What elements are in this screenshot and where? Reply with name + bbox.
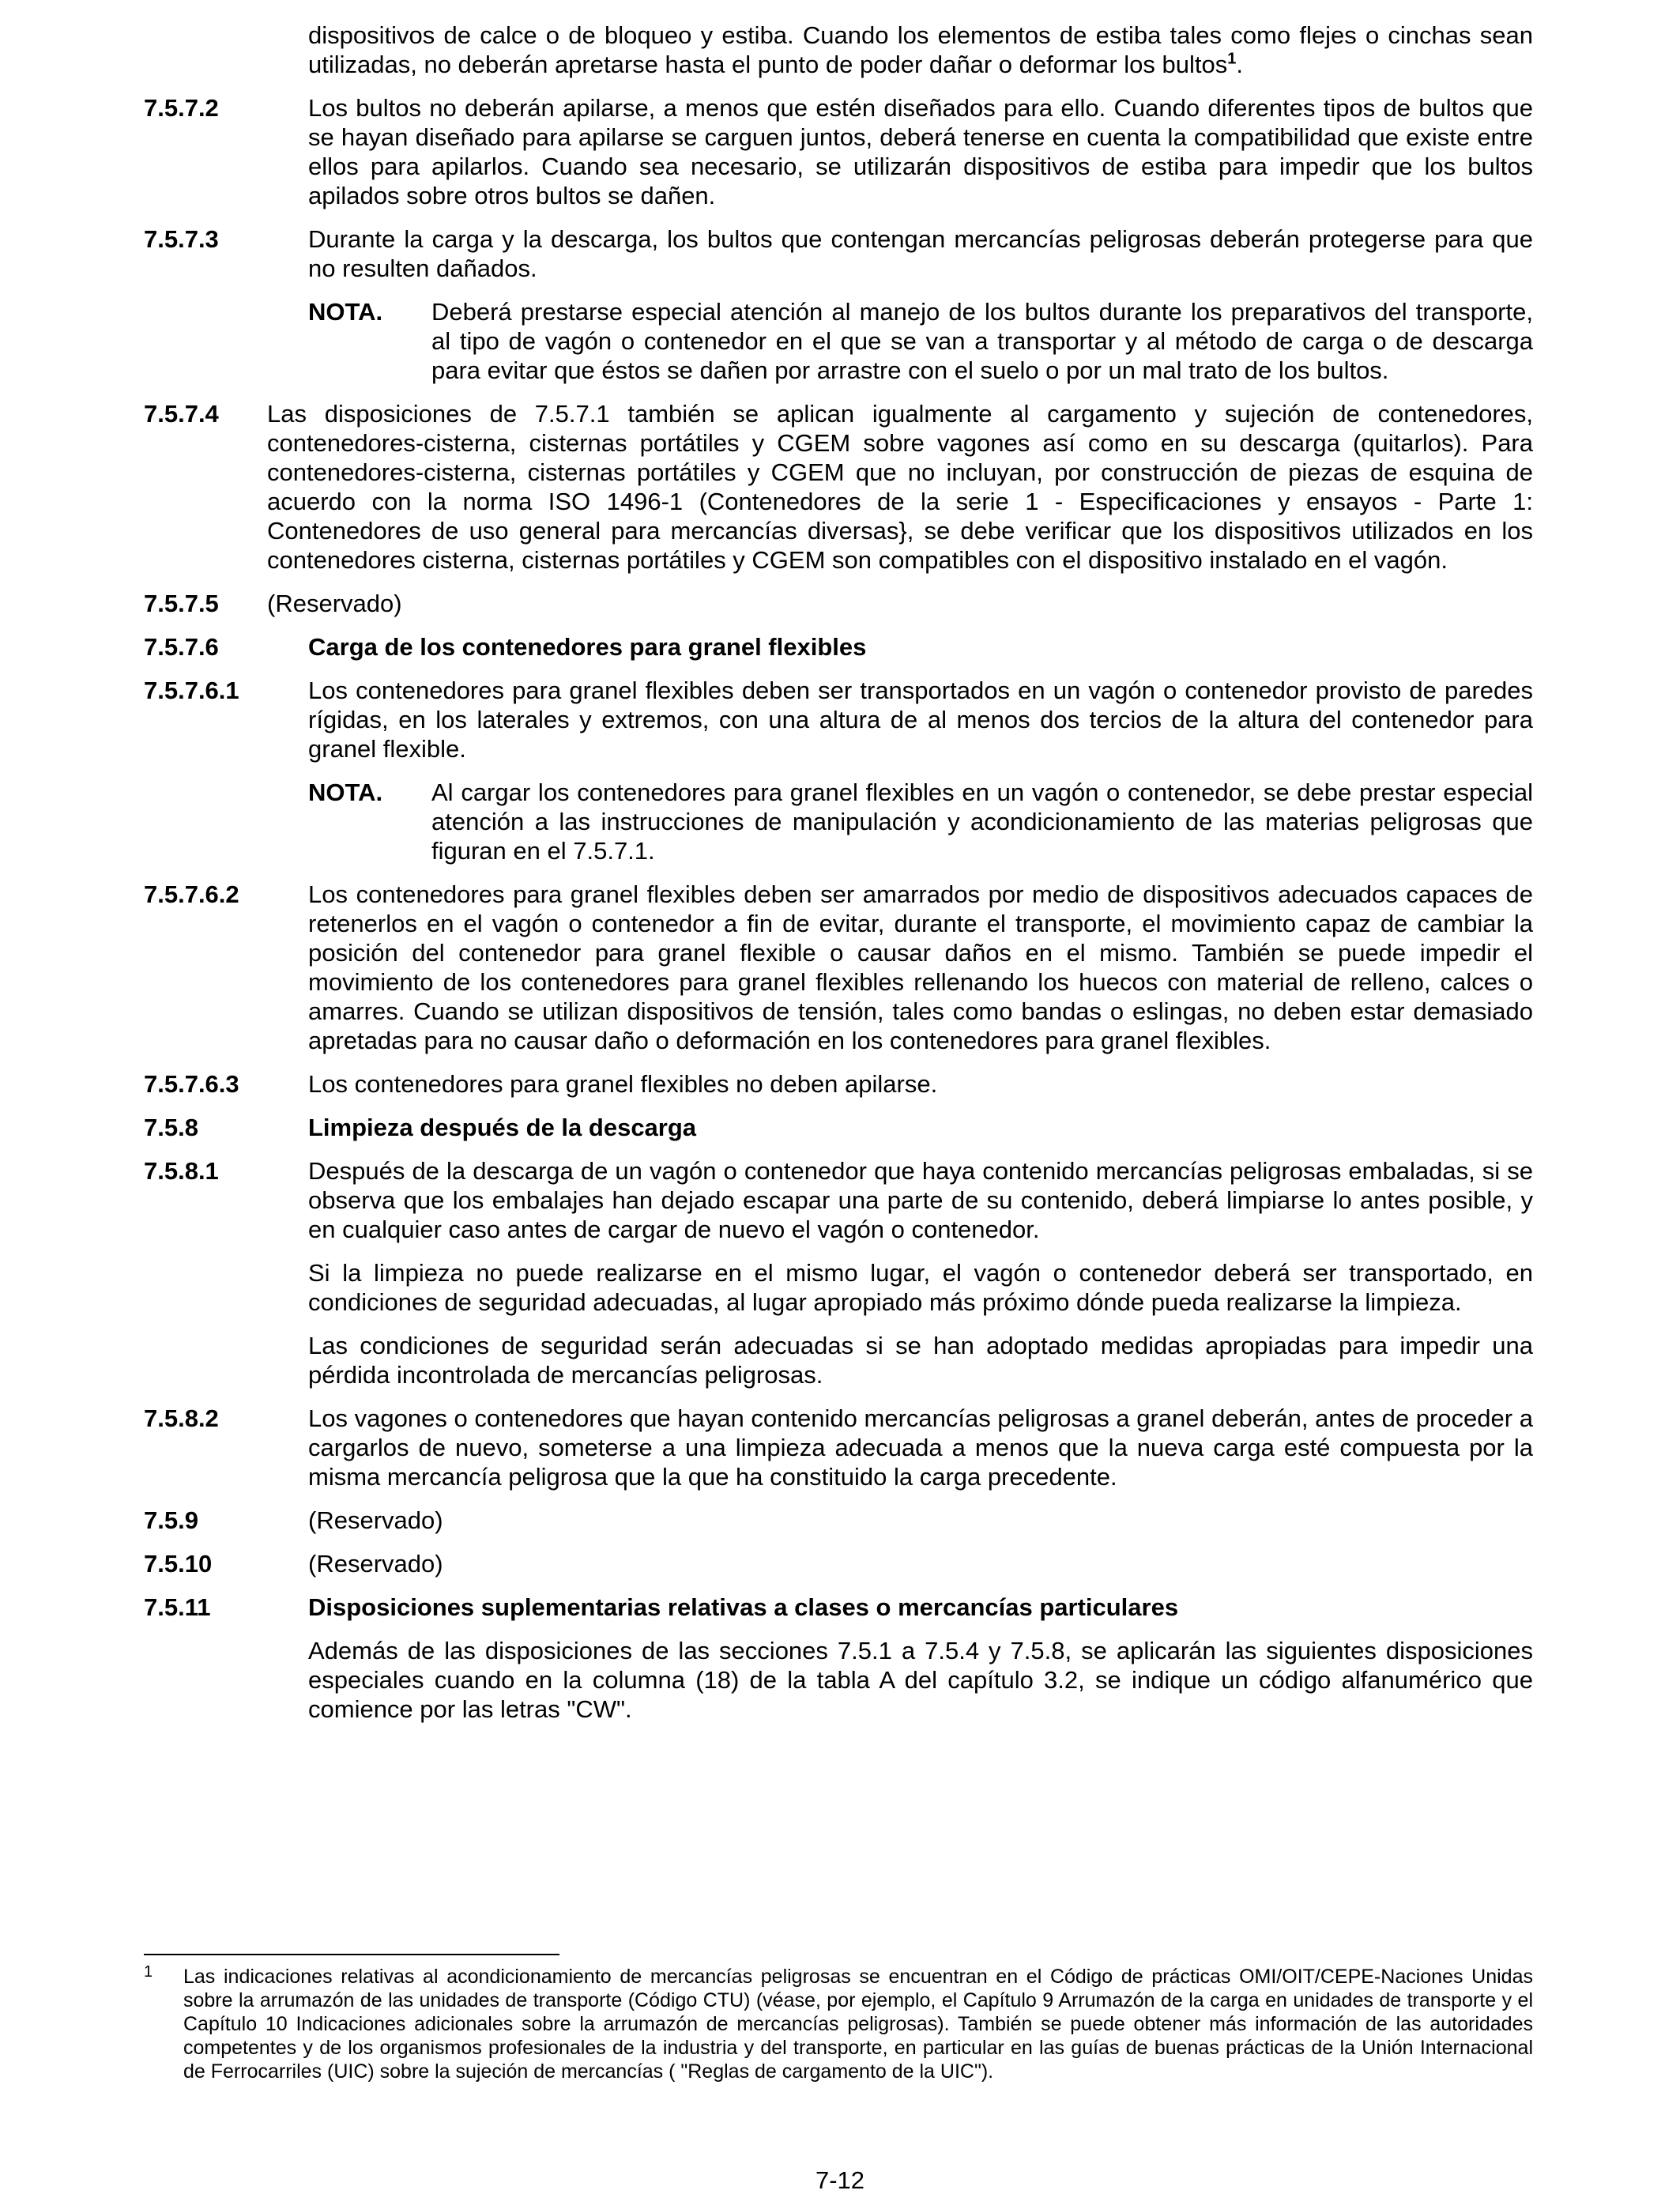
section-body <box>267 399 1533 575</box>
section-body <box>308 1593 1533 1622</box>
section-7-5-8 <box>144 1113 1533 1142</box>
section-7-5-10 <box>144 1549 1533 1578</box>
paragraph: (Reservado) <box>308 1506 443 1534</box>
paragraph: Durante la carga y la descarga, los bultos que contengan mercancías peligrosas deberán protegerse para que no resulten dañados. <box>308 225 1533 282</box>
section-number: 7.5.7.5 <box>144 590 219 617</box>
paragraph: Los vagones o contenedores que hayan contenido mercancías peligrosas a granel deberán, antes de proceder a cargarlos de nuevo, someterse a una limpieza adecuada a menos que la nueva carga esté compuesta por la misma mercancía peligrosa que la que ha constituido la carga precedente. <box>308 1404 1533 1491</box>
note-text: Al cargar los contenedores para granel flexibles en un vagón o contenedor, se debe prestar especial atención a las instrucciones de manipulación y acondicionamiento de las materias peligrosas que figuran en el 7.5.7.1. <box>431 778 1533 865</box>
note-text: Deberá prestarse especial atención al manejo de los bultos durante los preparativos del transporte, al tipo de vagón o contenedor en el que se van a transportar y al método de carga o de descarga para evitar que éstos se dañen por arrastre con el suelo o por un mal trato de los bultos. <box>431 298 1533 384</box>
page-number: 7-12 <box>815 2166 865 2194</box>
paragraph: Las condiciones de seguridad serán adecuadas si se han adoptado medidas apropiadas para impedir una pérdida incontrolada de mercancías peligrosas. <box>308 1332 1533 1389</box>
paragraph: Después de la descarga de un vagón o contenedor que haya contenido mercancías peligrosas embaladas, si se observa que los embalajes han dejado escapar una parte de su contenido, deberá limpiarse lo antes posible, y en cualquier caso antes de cargar de nuevo el vagón o contenedor. <box>308 1157 1533 1243</box>
section-number: 7.5.8.2 <box>144 1404 219 1432</box>
section-body <box>308 880 1533 1055</box>
section-heading: Limpieza después de la descarga <box>308 1114 697 1141</box>
footnote <box>144 1965 1533 2083</box>
section-7-5-7-6-1 <box>144 676 1533 865</box>
section-number: 7.5.9 <box>144 1506 198 1534</box>
section-body <box>308 676 1533 865</box>
section-7-5-7-6 <box>144 632 1533 662</box>
section-7-5-8-1 <box>144 1156 1533 1389</box>
section-body <box>308 93 1533 210</box>
section-7-5-7-4 <box>144 399 1533 575</box>
paragraph: dispositivos de calce o de bloqueo y estiba. Cuando los elementos de estiba tales como flejes o cinchas sean utilizadas, no deberán apretarse hasta el punto de poder dañar o deformar los bultos$^1$. <box>308 21 1533 78</box>
section-body <box>308 1156 1533 1389</box>
section-7-5-9 <box>144 1506 1533 1535</box>
section-7-5-11-intro <box>144 1636 1533 1724</box>
footnote-separator <box>144 1954 559 1955</box>
paragraph: Los contenedores para granel flexibles no deben apilarse. <box>308 1070 938 1098</box>
note-block <box>308 778 1533 865</box>
note-label: NOTA. <box>308 778 383 806</box>
note-block <box>308 297 1533 385</box>
footnote-reference[interactable]: 1 <box>1227 50 1237 68</box>
paragraph: (Reservado) <box>267 590 402 617</box>
section-heading: Disposiciones suplementarias relativas a clases o mercancías particulares <box>308 1593 1179 1621</box>
section-number: 7.5.7.6.2 <box>144 880 239 908</box>
section-body <box>308 1549 1533 1578</box>
section-7-5-7-2 <box>144 93 1533 210</box>
section-number: 7.5.10 <box>144 1550 213 1578</box>
paragraph: (Reservado) <box>308 1550 443 1578</box>
note-label: NOTA. <box>308 298 383 326</box>
section-7-5-7-6-3 <box>144 1069 1533 1099</box>
section-7-5-8-2 <box>144 1404 1533 1491</box>
section-number: 7.5.7.6 <box>144 633 219 661</box>
section-body <box>308 1404 1533 1491</box>
section-body <box>308 224 1533 385</box>
paragraph-text: dispositivos de calce o de bloqueo y estiba. Cuando los elementos de estiba tales como flejes o cinchas sean utilizadas, no deberán apretarse hasta el punto de poder dañar o deformar los bultos <box>308 21 1533 78</box>
section-body <box>308 1069 1533 1099</box>
footnote-text: Las indicaciones relativas al acondicionamiento de mercancías peligrosas se encuentran en el Código de prácticas OMI/OIT/CEPE-Naciones Unidas sobre la arrumazón de las unidades de transporte (Código CTU) (véase, por ejemplo, el Capítulo 9 Arrumazón de la carga en unidades de transporte y el Capítulo 10 Indicaciones adicionales sobre la arrumazón de mercancías peligrosas). También se puede obtener más información de las autoridades competentes y de los organismos profesionales de la industria y del transporte, en particular en las guías de buenas prácticas de la Unión Internacional de Ferrocarriles (UIC) sobre la sujeción de mercancías ( "Reglas de cargamento de la UIC"). <box>183 1966 1533 2083</box>
section-body <box>308 1506 1533 1535</box>
section-7-5-7-5 <box>144 589 1533 618</box>
section-body <box>308 1636 1533 1724</box>
paragraph: Las disposiciones de 7.5.7.1 también se aplican igualmente al cargamento y sujeción de contenedores, contenedores-cisterna, cisternas portátiles y CGEM sobre vagones así como en su descarga (quitarlos). Para contenedores-cisterna, cisternas portátiles y CGEM que no incluyan, por construcción de piezas de esquina de acuerdo con la norma ISO 1496-1 (Contenedores de la serie 1 - Especificaciones y ensayos - Parte 1: Contenedores de uso general para mercancías diversas}, se debe verificar que los dispositivos utilizados en los contenedores cisterna, cisternas portátiles y CGEM son compatibles con el dispositivo instalado en el vagón. <box>267 400 1533 574</box>
section-number: 7.5.7.6.3 <box>144 1070 239 1098</box>
section-body <box>267 589 1533 618</box>
section-number: 7.5.8.1 <box>144 1157 219 1185</box>
section-7-5-11 <box>144 1593 1533 1622</box>
paragraph: Los bultos no deberán apilarse, a menos que estén diseñados para ello. Cuando diferentes tipos de bultos que se hayan diseñado para apilarse se carguen juntos, deberá tenerse en cuenta la compatibilidad que existe entre ellos para apilarlos. Cuando sea necesario, se utilizarán dispositivos de estiba para impedir que los bultos apilados sobre otros bultos se dañen. <box>308 94 1533 209</box>
paragraph: Los contenedores para granel flexibles deben ser amarrados por medio de dispositivos adecuados capaces de retenerlos en el vagón o contenedor a fin de evitar, durante el transporte, el movimiento capaz de cambiar la posición del contenedor para granel flexible o causar daños en el mismo. También se puede impedir el movimiento de los contenedores para granel flexibles rellenando los huecos con material de relleno, calces o amarres. Cuando se utilizan dispositivos de tensión, tales como bandas o eslingas, no deben estar demasiado apretadas para no causar daño o deformación en los contenedores para granel flexibles. <box>308 880 1533 1054</box>
section-number: 7.5.7.3 <box>144 225 219 253</box>
paragraph: Los contenedores para granel flexibles deben ser transportados en un vagón o contenedor provisto de paredes rígidas, en los laterales y extremos, con una altura de al menos dos tercios de la altura del contenedor para granel flexible. <box>308 677 1533 763</box>
section-body <box>308 1113 1533 1142</box>
paragraph: Además de las disposiciones de las secciones 7.5.1 a 7.5.4 y 7.5.8, se aplicarán las siguientes disposiciones especiales cuando en la columna (18) de la tabla A del capítulo 3.2, se indique un código alfanumérico que comience por las letras "CW". <box>308 1637 1533 1723</box>
section-number: 7.5.8 <box>144 1114 198 1141</box>
section-7-5-7-3 <box>144 224 1533 385</box>
document-body <box>144 21 1533 1738</box>
footnote-mark: 1 <box>144 1963 153 1981</box>
section-body <box>308 632 1533 662</box>
section-body <box>308 21 1533 79</box>
section-continuation <box>144 21 1533 79</box>
section-number: 7.5.7.6.1 <box>144 677 239 704</box>
section-number: 7.5.7.4 <box>144 400 219 428</box>
section-heading: Carga de los contenedores para granel flexibles <box>308 633 867 661</box>
section-number: 7.5.7.2 <box>144 94 219 122</box>
section-7-5-7-6-2 <box>144 880 1533 1055</box>
paragraph: Si la limpieza no puede realizarse en el mismo lugar, el vagón o contenedor deberá ser transportado, en condiciones de seguridad adecuadas, al lugar apropiado más próximo dónde pueda realizarse la limpieza. <box>308 1259 1533 1316</box>
section-number: 7.5.11 <box>144 1593 211 1621</box>
